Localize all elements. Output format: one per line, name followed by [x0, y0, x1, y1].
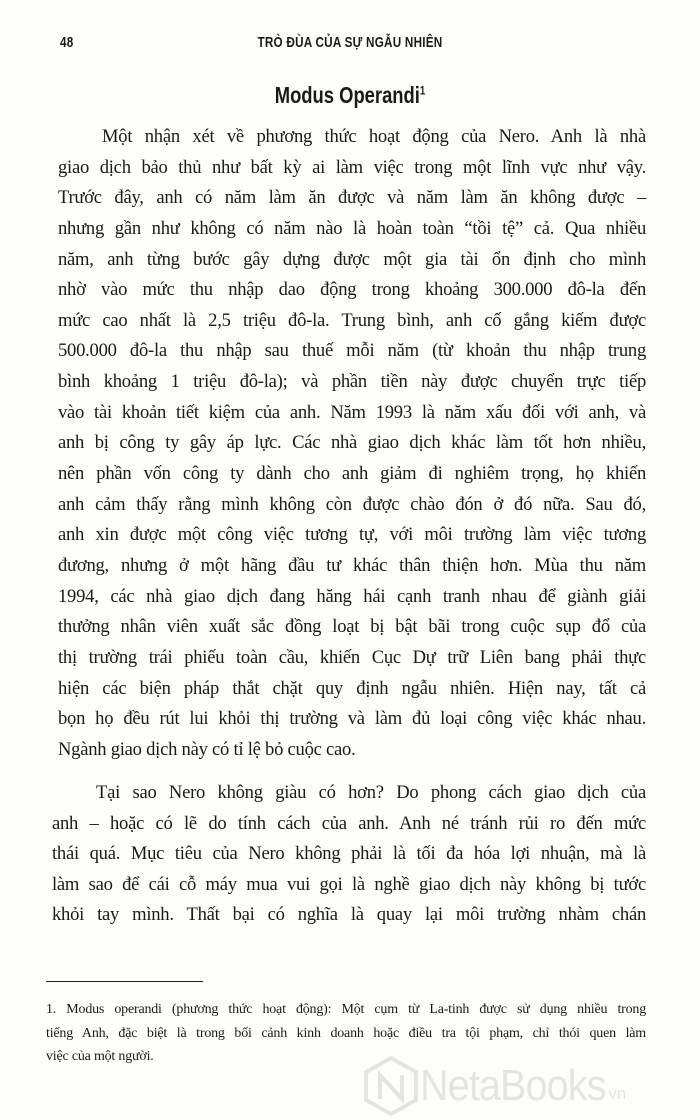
watermark-suffix: vn: [608, 1084, 627, 1103]
text-line: 1994, các nhà giao dịch đang hăng hái cạnh tranh nhau để giành giải: [58, 585, 646, 607]
text-line: Trước đây, anh có năm làm ăn được và năm làm ăn không được –: [58, 187, 646, 209]
section-heading: [70, 82, 630, 109]
text-line: khỏi tay mình. Thất bại có nghĩa là quay lại môi trường nhàm chán: [52, 904, 646, 925]
text-line: mức cao nhất là 2,5 triệu đô-la. Trung bình, anh cố gắng kiếm được: [58, 309, 646, 331]
text-line: Ngành giao dịch này có tỉ lệ bỏ cuộc cao.: [58, 738, 356, 760]
text-line: 500.000 đô-la thu nhập sau thuế mỗi năm (từ khoản thu nhập trung: [58, 340, 646, 362]
watermark-logo: [362, 1055, 626, 1117]
text-line: năm, anh từng bước gây dựng được một gia tài ổn định cho mình: [58, 248, 646, 270]
text-line: hiện các biện pháp thắt chặt quy định ngẫu nhiên. Hiện nay, tất cả: [58, 677, 646, 699]
text-line: thưởng nhân viên xuất sắc đồng loạt bị bật bãi trong cuộc sụp đổ của: [58, 616, 646, 638]
text-line: giao dịch bảo thủ như bất kỳ ai làm việc trong một lĩnh vực như vậy.: [58, 156, 646, 178]
netabooks-logo-icon: [362, 1055, 420, 1117]
paragraph-1: [58, 122, 646, 765]
section-title: Modus Operandi: [274, 82, 420, 108]
text-line: anh – hoặc có lẽ do tính cách của anh. Anh né tránh rủi ro đến mức: [52, 812, 646, 834]
text-line: anh cảm thấy rằng mình không còn được chào đón ở đó nữa. Sau đó,: [58, 493, 646, 515]
text-line: 1. Modus operandi (phương thức hoạt động): Một cụm từ La-tinh được sử dụng nhiều trong: [46, 1002, 646, 1017]
text-line: thái quá. Mục tiêu của Nero không phải là tối đa hóa lợi nhuận, mà là: [52, 843, 646, 864]
text-line: nên phần vốn công ty dành cho anh giảm đi nghiêm trọng, họ khiến: [58, 463, 646, 485]
text-line: nhờ vào mức thu nhập dao động trong khoảng 300.000 đô-la đến: [58, 279, 646, 301]
paragraph-2: [52, 778, 646, 931]
watermark-brand: NetaBooks: [420, 1061, 606, 1110]
text-line: anh bị công ty gây áp lực. Các nhà giao dịch khác làm tốt hơn nhiều,: [58, 432, 646, 454]
text-line: vào tài khoản tiết kiệm của anh. Năm 1993 là năm xấu đối với anh, và: [58, 401, 646, 423]
footnote-divider: [46, 981, 203, 982]
text-line: bình khoảng 1 triệu đô-la); và phần tiền này được chuyển trực tiếp: [58, 371, 646, 393]
text-line: Tại sao Nero không giàu có hơn? Do phong cách giao dịch của: [96, 782, 646, 803]
text-line: tiếng Anh, đặc biệt là trong bối cảnh kinh doanh hoặc điều tra tội phạm, chỉ thói quen làm: [46, 1025, 646, 1041]
text-line: Một nhận xét về phương thức hoạt động của Nero. Anh là nhà: [102, 126, 646, 147]
page-number: 48: [60, 34, 74, 51]
text-line: việc của một người.: [46, 1049, 154, 1064]
text-line: làm sao để cái cỗ máy mua vui gọi là nghề giao dịch này không bị tước: [52, 873, 646, 895]
text-line: đương, nhưng ở một hãng đầu tư khác thân thiện hơn. Mùa thu năm: [58, 554, 646, 576]
text-line: nhưng gần như không có năm nào là hoàn toàn “tồi tệ” cả. Qua nhiều: [58, 217, 646, 239]
text-line: thị trường trái phiếu toàn cầu, khiến Cục Dự trữ Liên bang phải thực: [58, 646, 646, 668]
footnote-mark: 1: [419, 83, 426, 98]
running-title: TRÒ ĐÙA CỦA SỰ NGẪU NHIÊN: [257, 34, 443, 51]
text-line: anh xin được một công việc tương tự, với môi trường làm việc tương: [58, 524, 646, 546]
text-line: bọn họ đều rút lui khỏi thị trường và làm đủ loại công việc khác nhau.: [58, 708, 646, 730]
